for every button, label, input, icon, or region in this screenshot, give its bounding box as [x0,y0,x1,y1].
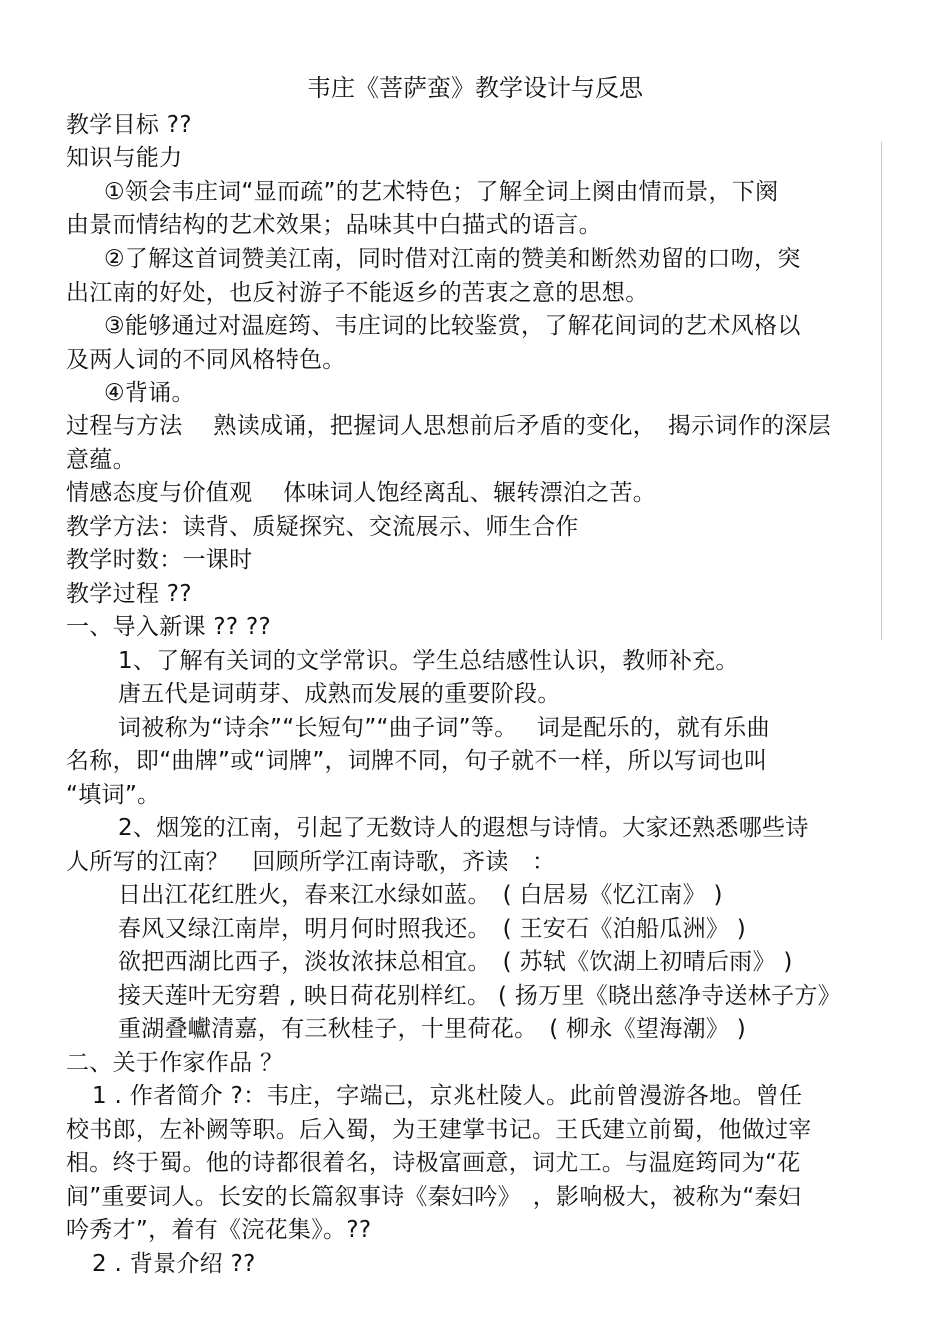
author-intro-line-5: 吟秀才”，着有《浣花集》。?? [66,1217,372,1243]
section-2-heading: 二、关于作家作品 ？ [66,1050,284,1076]
objective-1-line-2: 由景而情结构的艺术效果；品味其中白描式的语言。 [66,212,602,238]
poem-line-1: 日出江花红胜火，春来江水绿如蓝。 ( 白居易《忆江南》 ) [118,882,723,908]
author-intro-line-4: 间”重要词人。长安的长篇叙事诗《秦妇吟》 ，影响极大，被称为“秦妇 [66,1184,802,1210]
objective-2-line-1: ②了解这首词赞美江南，同时借对江南的赞美和断然劝留的口吻，突 [104,246,801,272]
section-1-item-2-line-1: 2、烟笼的江南，引起了无数诗人的遐想与诗情。大家还熟悉哪些诗 [118,815,809,841]
teaching-hours: 教学时数：一课时 [66,547,253,573]
section-1-item-2-line-2: 人所写的江南？ 回顾所学江南诗歌，齐读 ： [66,849,556,875]
poem-line-4: 接天莲叶无穷碧 , 映日荷花别样红。 ( 扬万里《晓出慈净寺送林子方》 [118,983,842,1009]
heading-knowledge: 知识与能力 [66,145,183,171]
section-1-para-ci-line-3: “填词”。 [66,782,161,808]
process-method-line-1: 过程与方法 熟读成诵，把握词人思想前后矛盾的变化， 揭示词作的深层 [66,413,832,439]
section-1-para-tang: 唐五代是词萌芽、成熟而发展的重要阶段。 [118,681,561,707]
author-intro-line-3: 相。终于蜀。他的诗都很着名，诗极富画意，词尤工。与温庭筠同为“花 [66,1150,801,1176]
objective-3-line-2: 及两人词的不同风格特色。 [66,347,346,373]
margin-rule [881,142,882,640]
process-method-line-2: 意蕴。 [66,447,136,473]
section-1-heading: 一、导入新课 ?? ?? [66,614,272,640]
poem-line-2: 春风又绿江南岸，明月何时照我还。 ( 王安石《泊船瓜洲》 ) [118,916,747,942]
objective-1-line-1: ①领会韦庄词“显而疏”的艺术特色；了解全词上阕由情而景，下阕 [104,179,779,205]
section-1-item-1: 1、了解有关词的文学常识。学生总结感性认识，教师补充。 [118,648,739,674]
section-1-para-ci-line-2: 名称，即“曲牌”或“词牌”，词牌不同，句子就不一样，所以写词也叫 [66,748,768,774]
document-title: 韦庄《菩萨蛮》教学设计与反思 [307,74,643,102]
objective-4: ④背诵。 [104,380,195,406]
attitude-values: 情感态度与价值观 体味词人饱经离乱、辗转漂泊之苦。 [66,480,657,506]
heading-process: 教学过程 ?? [66,581,192,607]
poem-line-5: 重湖叠巘清嘉，有三秋桂子，十里荷花。 ( 柳永《望海潮》 ) [118,1016,747,1042]
objective-3-line-1: ③能够通过对温庭筠、韦庄词的比较鉴赏，了解花间词的艺术风格以 [104,313,801,339]
teaching-methods: 教学方法：读背、质疑探究、交流展示、师生合作 [66,514,579,540]
objective-2-line-2: 出江南的好处，也反衬游子不能返乡的苦衷之意的思想。 [66,280,649,306]
heading-objectives: 教学目标 ?? [66,112,192,138]
author-intro-line-1: 1 . 作者简介 ?：韦庄，字端己，京兆杜陵人。此前曾漫游各地。曾任 [92,1083,803,1109]
section-1-para-ci-line-1: 词被称为“诗余”“长短句”“曲子词”等。 词是配乐的，就有乐曲 [118,715,770,741]
background-heading: 2 . 背景介绍 ?? [92,1251,256,1277]
author-intro-line-2: 校书郎，左补阙等职。后入蜀，为王建掌书记。王氏建立前蜀，他做过宰 [66,1117,812,1143]
poem-line-3: 欲把西湖比西子，淡妆浓抹总相宜。 ( 苏轼《饮湖上初晴后雨》 ) [118,949,793,975]
